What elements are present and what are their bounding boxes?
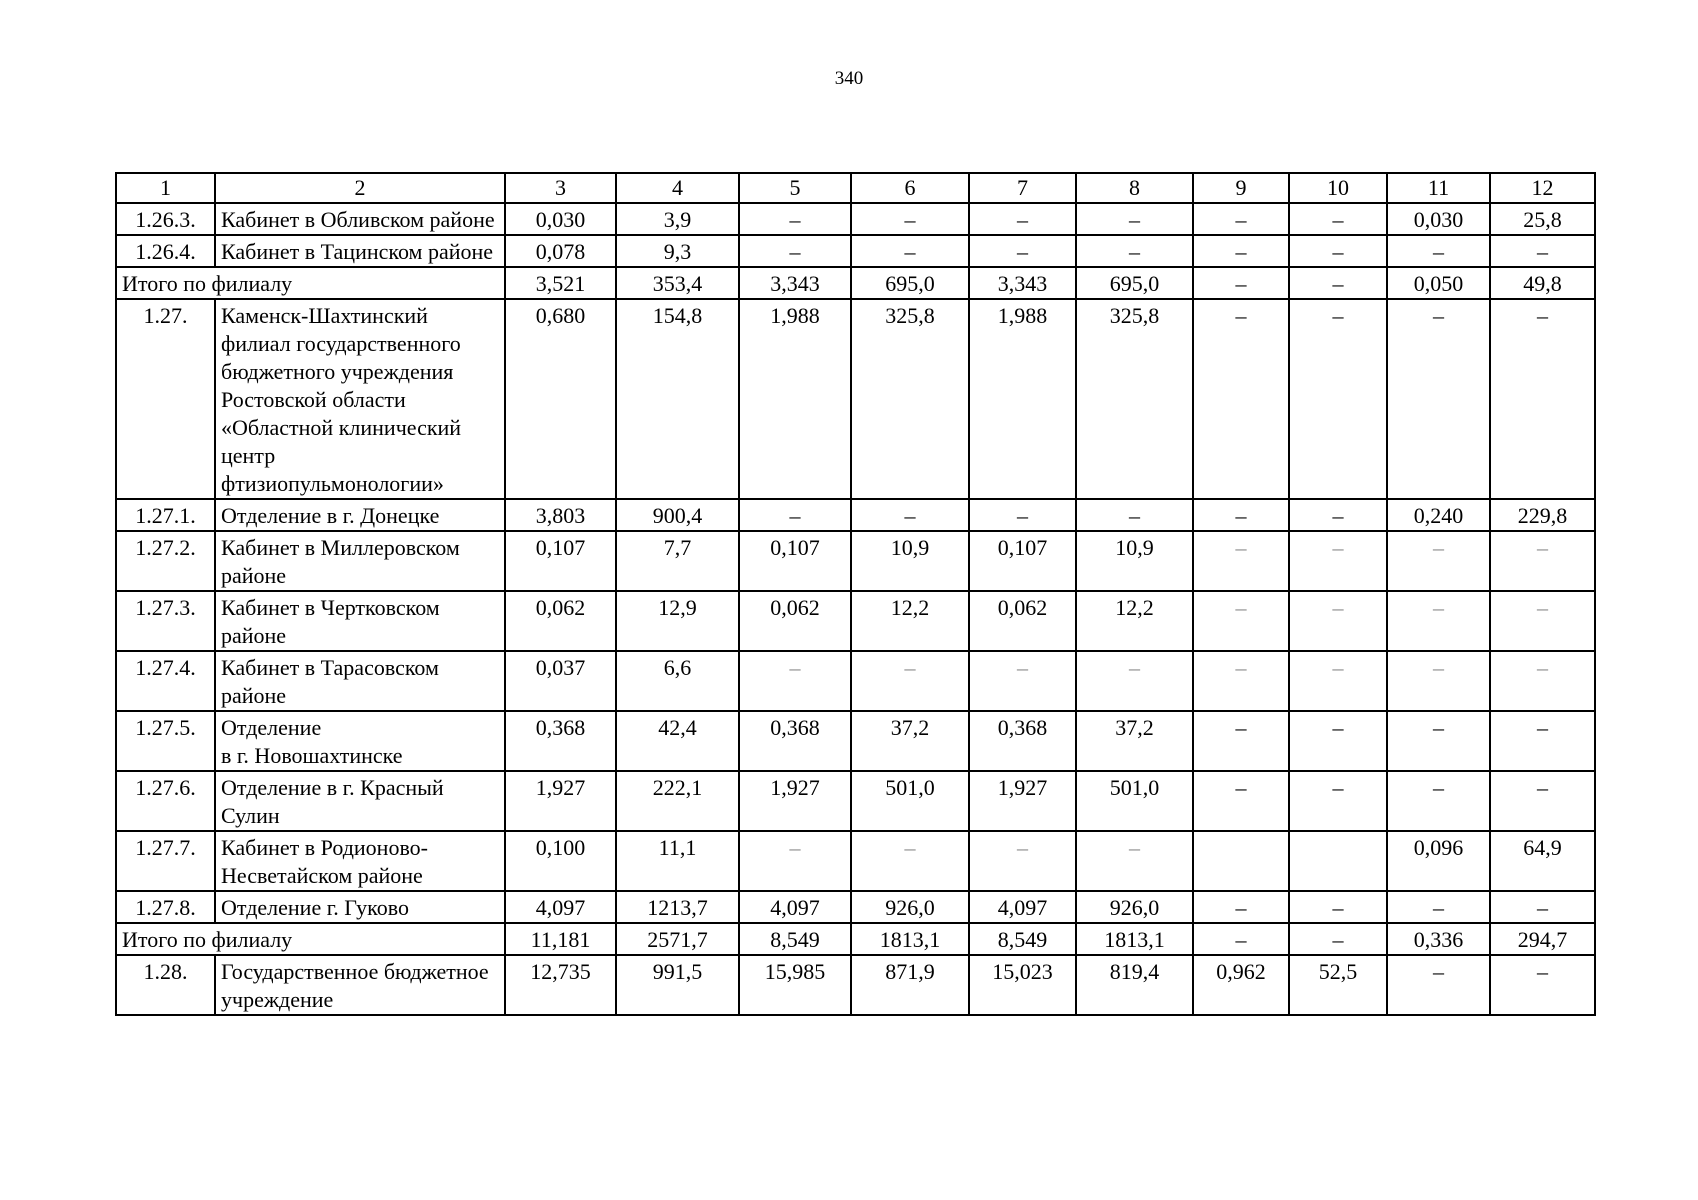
value-cell-col-9: – [1193,591,1289,651]
value-cell-col-9 [1193,831,1289,891]
value-cell-col-9: – [1193,771,1289,831]
value-cell-col-6: 325,8 [851,299,969,499]
table-body [116,203,1595,1015]
value-cell-col-5: – [739,499,851,531]
value-cell-col-7: 0,368 [969,711,1076,771]
value-cell-col-11: 0,336 [1387,923,1490,955]
value-cell-col-12: – [1490,591,1595,651]
item-name: Кабинет в Миллеровском районе [215,531,505,591]
value-cell-col-10: – [1289,711,1387,771]
value-cell-col-11: – [1387,771,1490,831]
column-header: 1 [116,173,215,203]
value-cell-col-6: 12,2 [851,591,969,651]
value-cell-col-5: 1,988 [739,299,851,499]
value-cell-col-9: – [1193,267,1289,299]
value-cell-col-9: – [1193,299,1289,499]
column-header: 10 [1289,173,1387,203]
value-cell-col-5: – [739,203,851,235]
value-cell-col-7: 1,988 [969,299,1076,499]
value-cell-col-7: 3,343 [969,267,1076,299]
value-cell-col-3: 0,368 [505,711,616,771]
value-cell-col-3: 1,927 [505,771,616,831]
value-cell-col-4: 2571,7 [616,923,739,955]
header-row [116,173,1595,203]
value-cell-col-9: – [1193,203,1289,235]
page-number: 340 [834,68,864,89]
value-cell-col-4: 9,3 [616,235,739,267]
value-cell-col-8: 819,4 [1076,955,1193,1015]
value-cell-col-5: 15,985 [739,955,851,1015]
item-code: 1.27.3. [116,591,215,651]
column-header: 3 [505,173,616,203]
value-cell-col-7: 0,107 [969,531,1076,591]
value-cell-col-6: 10,9 [851,531,969,591]
table-row [116,203,1595,235]
value-cell-col-12: – [1490,235,1595,267]
value-cell-col-6: – [851,499,969,531]
item-code: 1.27.4. [116,651,215,711]
value-cell-col-5: 0,062 [739,591,851,651]
value-cell-col-3: 0,062 [505,591,616,651]
value-cell-col-7: 4,097 [969,891,1076,923]
value-cell-col-8: 10,9 [1076,531,1193,591]
value-cell-col-12: – [1490,891,1595,923]
item-name: Кабинет в Чертковском районе [215,591,505,651]
value-cell-col-6: 501,0 [851,771,969,831]
table-row [116,955,1595,1015]
value-cell-col-10: 52,5 [1289,955,1387,1015]
table-row [116,771,1595,831]
value-cell-col-3: 0,107 [505,531,616,591]
value-cell-col-8: 325,8 [1076,299,1193,499]
value-cell-col-12: 25,8 [1490,203,1595,235]
item-code: 1.26.4. [116,235,215,267]
value-cell-col-7: – [969,831,1076,891]
column-header: 5 [739,173,851,203]
value-cell-col-9: – [1193,711,1289,771]
value-cell-col-3: 12,735 [505,955,616,1015]
item-code: 1.27. [116,299,215,499]
column-header: 2 [215,173,505,203]
value-cell-col-11: – [1387,235,1490,267]
value-cell-col-3: 0,078 [505,235,616,267]
item-name: Отделение в г. Новошахтинске [215,711,505,771]
value-cell-col-8: 501,0 [1076,771,1193,831]
table-row [116,531,1595,591]
item-name: Отделение г. Гуково [215,891,505,923]
value-cell-col-12: 49,8 [1490,267,1595,299]
value-cell-col-10 [1289,831,1387,891]
value-cell-col-6: 871,9 [851,955,969,1015]
value-cell-col-4: 991,5 [616,955,739,1015]
value-cell-col-9: – [1193,531,1289,591]
value-cell-col-4: 12,9 [616,591,739,651]
value-cell-col-4: 222,1 [616,771,739,831]
value-cell-col-10: – [1289,591,1387,651]
value-cell-col-11: 0,240 [1387,499,1490,531]
value-cell-col-10: – [1289,299,1387,499]
value-cell-col-3: 11,181 [505,923,616,955]
value-cell-col-6: 695,0 [851,267,969,299]
value-cell-col-3: 0,680 [505,299,616,499]
value-cell-col-10: – [1289,651,1387,711]
value-cell-col-5: – [739,235,851,267]
table-row [116,831,1595,891]
value-cell-col-11: – [1387,591,1490,651]
value-cell-col-8: – [1076,651,1193,711]
value-cell-col-11: – [1387,651,1490,711]
value-cell-col-6: – [851,203,969,235]
value-cell-col-3: 0,100 [505,831,616,891]
value-cell-col-7: 0,062 [969,591,1076,651]
item-code: 1.27.5. [116,711,215,771]
value-cell-col-6: 1813,1 [851,923,969,955]
value-cell-col-10: – [1289,499,1387,531]
value-cell-col-12: – [1490,299,1595,499]
item-name: Каменск-Шахтинский филиал государственного бюджетного учреждения Ростовской области «Областной клинический центр фтизиопульмонологии» [215,299,505,499]
value-cell-col-6: 926,0 [851,891,969,923]
total-label: Итого по филиалу [116,267,505,299]
value-cell-col-8: – [1076,831,1193,891]
value-cell-col-12: 64,9 [1490,831,1595,891]
value-cell-col-9: 0,962 [1193,955,1289,1015]
value-cell-col-8: – [1076,203,1193,235]
item-code: 1.27.7. [116,831,215,891]
value-cell-col-9: – [1193,235,1289,267]
value-cell-col-8: 926,0 [1076,891,1193,923]
value-cell-col-8: – [1076,499,1193,531]
item-name: Кабинет в Обливском районе [215,203,505,235]
value-cell-col-4: 154,8 [616,299,739,499]
value-cell-col-10: – [1289,923,1387,955]
item-name: Кабинет в Тарасовском районе [215,651,505,711]
value-cell-col-12: – [1490,771,1595,831]
value-cell-col-10: – [1289,531,1387,591]
value-cell-col-6: – [851,235,969,267]
total-row [116,923,1595,955]
value-cell-col-7: 8,549 [969,923,1076,955]
value-cell-col-3: 0,037 [505,651,616,711]
value-cell-col-4: 7,7 [616,531,739,591]
table-row [116,711,1595,771]
value-cell-col-7: 1,927 [969,771,1076,831]
column-header: 8 [1076,173,1193,203]
value-cell-col-12: 229,8 [1490,499,1595,531]
value-cell-col-3: 4,097 [505,891,616,923]
table-row [116,299,1595,499]
value-cell-col-10: – [1289,891,1387,923]
item-name: Отделение в г. Красный Сулин [215,771,505,831]
value-cell-col-11: 0,030 [1387,203,1490,235]
item-code: 1.28. [116,955,215,1015]
value-cell-col-8: 12,2 [1076,591,1193,651]
item-name: Кабинет в Тацинском районе [215,235,505,267]
value-cell-col-11: – [1387,711,1490,771]
table-row [116,591,1595,651]
value-cell-col-5: 8,549 [739,923,851,955]
value-cell-col-11: – [1387,891,1490,923]
total-label: Итого по филиалу [116,923,505,955]
value-cell-col-9: – [1193,651,1289,711]
value-cell-col-5: 3,343 [739,267,851,299]
value-cell-col-4: 11,1 [616,831,739,891]
value-cell-col-12: – [1490,955,1595,1015]
value-cell-col-4: 353,4 [616,267,739,299]
table-row [116,499,1595,531]
value-cell-col-4: 6,6 [616,651,739,711]
item-name: Отделение в г. Донецке [215,499,505,531]
value-cell-col-5: – [739,651,851,711]
value-cell-col-9: – [1193,891,1289,923]
item-code: 1.26.3. [116,203,215,235]
value-cell-col-4: 3,9 [616,203,739,235]
column-header: 12 [1490,173,1595,203]
value-cell-col-11: 0,096 [1387,831,1490,891]
item-code: 1.27.1. [116,499,215,531]
value-cell-col-10: – [1289,267,1387,299]
value-cell-col-12: – [1490,711,1595,771]
value-cell-col-5: 0,107 [739,531,851,591]
value-cell-col-12: 294,7 [1490,923,1595,955]
value-cell-col-3: 3,803 [505,499,616,531]
table-row [116,651,1595,711]
total-row [116,267,1595,299]
value-cell-col-8: 37,2 [1076,711,1193,771]
table-row [116,891,1595,923]
value-cell-col-3: 3,521 [505,267,616,299]
value-cell-col-6: 37,2 [851,711,969,771]
column-header: 9 [1193,173,1289,203]
value-cell-col-9: – [1193,923,1289,955]
value-cell-col-5: 0,368 [739,711,851,771]
value-cell-col-7: 15,023 [969,955,1076,1015]
item-name: Государственное бюджетное учреждение [215,955,505,1015]
column-header: 4 [616,173,739,203]
value-cell-col-7: – [969,499,1076,531]
value-cell-col-8: 1813,1 [1076,923,1193,955]
value-cell-col-5: 4,097 [739,891,851,923]
value-cell-col-10: – [1289,771,1387,831]
value-cell-col-5: 1,927 [739,771,851,831]
item-code: 1.27.8. [116,891,215,923]
value-cell-col-9: – [1193,499,1289,531]
value-cell-col-8: – [1076,235,1193,267]
value-cell-col-11: – [1387,531,1490,591]
value-cell-col-4: 1213,7 [616,891,739,923]
value-cell-col-7: – [969,203,1076,235]
table-row [116,235,1595,267]
value-cell-col-10: – [1289,203,1387,235]
column-header: 6 [851,173,969,203]
value-cell-col-6: – [851,831,969,891]
item-name: Кабинет в Родионово-Несветайском районе [215,831,505,891]
value-cell-col-12: – [1490,531,1595,591]
value-cell-col-11: 0,050 [1387,267,1490,299]
value-cell-col-6: – [851,651,969,711]
value-cell-col-8: 695,0 [1076,267,1193,299]
value-cell-col-12: – [1490,651,1595,711]
value-cell-col-11: – [1387,955,1490,1015]
value-cell-col-11: – [1387,299,1490,499]
value-cell-col-7: – [969,235,1076,267]
value-cell-col-4: 42,4 [616,711,739,771]
value-cell-col-7: – [969,651,1076,711]
value-cell-col-3: 0,030 [505,203,616,235]
data-table [115,172,1596,1016]
value-cell-col-10: – [1289,235,1387,267]
column-header: 7 [969,173,1076,203]
item-code: 1.27.6. [116,771,215,831]
value-cell-col-4: 900,4 [616,499,739,531]
item-code: 1.27.2. [116,531,215,591]
value-cell-col-5: – [739,831,851,891]
column-header: 11 [1387,173,1490,203]
